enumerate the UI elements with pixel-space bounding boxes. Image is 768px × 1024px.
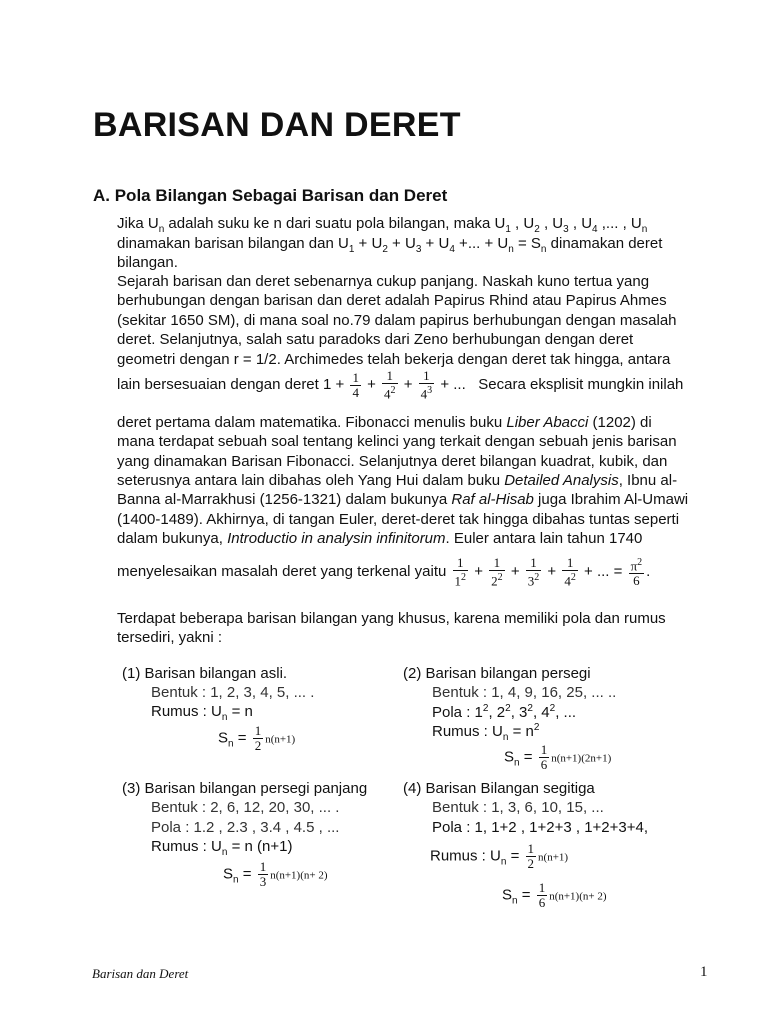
paragraph-line: Terdapat beberapa barisan bilangan yang khusus, karena memiliki pola dan rumus — [117, 610, 666, 627]
paragraph-line: deret pertama dalam matematika. Fibonacci menulis buku Liber Abacci (1202) di — [117, 414, 652, 431]
euler-series: menyelesaikan masalah deret yang terkenal yaitu $\frac{1}{1^2}$ + $\frac{1}{2^2}$ + $\frac{1}{3^2}$ + $\frac{1}{4^2}$ + ... = $\frac{\pi^2}{6}$ . — [117, 555, 651, 589]
item-sum-formula: $S_n$ = $\frac{1}{6}$ n(n+1)(2n+1) — [504, 742, 612, 772]
paragraph-line: geometri dengan r = 1/2. Archimedes telah bekerja dengan deret tak hingga, antara — [117, 351, 671, 368]
item-pola: Pola : 1.2 , 2.3 , 3.4 , 4.5 , ... — [151, 819, 340, 836]
item-rumus: Rumus : $U_n = n^2$ — [432, 722, 540, 743]
archimedes-series: lain bersesuaian dengan deret 1 + $\frac{1}{4}$ + $\frac{1}{4^2}$ + $\frac{1}{4^3}$ + ... Secara eksplisit mungkin inilah — [117, 368, 684, 402]
fraction: $\frac{1}{2^2}$ — [491, 555, 503, 589]
paragraph-line: dalam bukunya, Introductio in analysin infinitorum. Euler antara lain tahun 1740 — [117, 530, 643, 547]
item-rumus: Rumus : $U_n$ = $\frac{1}{2}$ n(n+1) — [430, 841, 569, 871]
footer-title: Barisan dan Deret — [92, 966, 189, 981]
paragraph-line: Sejarah barisan dan deret sebenarnya cukup panjang. Naskah kuno tertua yang — [117, 273, 650, 290]
item-pola: Pola : $1^2$, $2^2$, $3^2$, $4^2$, ... — [432, 703, 577, 721]
fraction: $\frac{1}{4^2}$ — [564, 555, 576, 589]
fraction: $\frac{1}{4^3}$ — [420, 368, 433, 402]
item-heading: (2) Barisan bilangan persegi — [403, 665, 591, 682]
item-heading: (1) Barisan bilangan asli. — [122, 665, 288, 682]
item-heading: (4) Barisan Bilangan segitiga — [403, 780, 595, 797]
item-sum-formula: $S_n$ = $\frac{1}{3}$ n(n+1)(n+ 2) — [223, 859, 328, 889]
paragraph-line: berhubungan dengan barisan dan deret adalah Papirus Rhind atau Papirus Ahmes — [117, 292, 667, 309]
paragraph-line: yang dinamakan Barisan Fibonacci. Selanjutnya deret bilangan kuadrat, kubik, dan — [117, 453, 668, 470]
paragraph-line: bilangan. — [117, 254, 178, 271]
item-bentuk: Bentuk : 2, 6, 12, 20, 30, ... . — [151, 799, 340, 816]
paragraph-line: Jika $U_n$ adalah suku ke n dari suatu pola bilangan, maka $U_1$ , $U_2$ , $U_3$ , $U_4$ ,... , $U_n$ — [117, 215, 648, 235]
item-bentuk: Bentuk : 1, 4, 9, 16, 25, ... .. — [432, 684, 617, 701]
paragraph-line: seterusnya antara lain dibahas oleh Yang Hui dalam buku Detailed Analysis, Ibnu al- — [117, 472, 678, 489]
item-bentuk: Bentuk : 1, 3, 6, 10, 15, ... — [432, 799, 604, 816]
item-heading: (3) Barisan bilangan persegi panjang — [122, 780, 368, 797]
paragraph-line: Banna al-Marrakhusi (1256-1321) dalam bukunya Raf al-Hisab juga Ibrahim Al-Umawi — [117, 491, 689, 508]
page-title: BARISAN DAN DERET — [93, 106, 461, 144]
item-sum-formula: $S_n$ = $\frac{1}{6}$ n(n+1)(n+ 2) — [502, 880, 607, 910]
paragraph-line: (sekitar 1650 SM), di mana soal no.79 dalam papirus berhubungan dengan masalah — [117, 312, 677, 329]
section-heading: A. Pola Bilangan Sebagai Barisan dan Deret — [93, 186, 448, 205]
paragraph-line: mana terdapat sebuah soal tentang kelinci yang terkait dengan sebuah jenis barisan — [117, 433, 677, 450]
page-number: 1 — [700, 964, 708, 980]
fraction: $\frac{1}{1^2}$ — [454, 555, 467, 589]
item-sum-formula: $S_n$ = $\frac{1}{2}$ n(n+1) — [218, 723, 296, 753]
fraction: $\frac{\pi^2}{6}$ — [630, 557, 643, 589]
paragraph-line: dinamakan barisan bilangan dan $U_1 + U_2 + U_3 + U_4$ +... + $U_n = S_n$ dinamakan deret — [117, 235, 663, 255]
paragraph-line: deret. Selanjutnya, salah satu paradoks dari Zeno berhubungan dengan deret — [117, 331, 634, 348]
item-pola: Pola : 1, 1+2 , 1+2+3 , 1+2+3+4, — [432, 819, 649, 836]
paragraph-line: (1400-1489). Akhirnya, di tangan Euler, deret-deret tak hingga dibahas tuntas seperti — [117, 511, 680, 528]
fraction: $\frac{1}{4}$ — [352, 369, 359, 400]
fraction: $\frac{1}{4^2}$ — [384, 368, 396, 402]
item-rumus: Rumus : $U_n = n$ — [151, 703, 253, 723]
item-rumus: Rumus : $U_n = n$ (n+1) — [151, 838, 293, 858]
fraction: $\frac{1}{3^2}$ — [527, 555, 540, 589]
item-bentuk: Bentuk : 1, 2, 3, 4, 5, ... . — [151, 684, 315, 701]
paragraph-line: tersediri, yakni : — [117, 629, 223, 646]
